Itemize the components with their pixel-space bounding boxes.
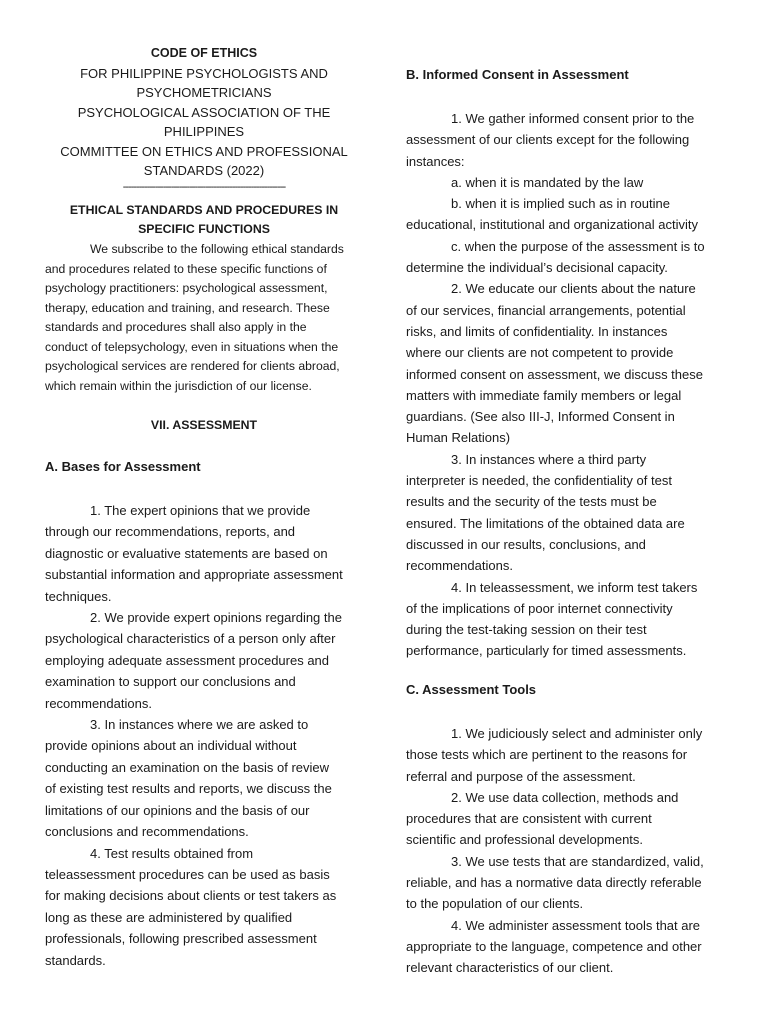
text-line: of the implications of poor internet connectivity [406, 600, 673, 616]
text-line: provide opinions about an individual without [45, 738, 297, 754]
text-line: recommendations. [45, 695, 152, 711]
text-line: appropriate to the language, competence and other [406, 938, 702, 954]
text-line: conclusions and recommendations. [45, 824, 249, 840]
text-line: interpreter is needed, the confidentiality of test [406, 473, 672, 489]
subtitle-line: COMMITTEE ON ETHICS AND PROFESSIONAL [60, 143, 348, 159]
text-line: scientific and professional developments. [406, 832, 644, 848]
text-line: 1. The expert opinions that we provide [90, 503, 311, 518]
text-line: psychological characteristics of a person only after [45, 631, 336, 647]
subtitle-line: PSYCHOLOGICAL ASSOCIATION OF THE [77, 104, 331, 120]
text-line: limitations of our opinions and the basis of our [45, 802, 310, 818]
text-line: professionals, following prescribed assessment [45, 931, 317, 947]
text-line: 1. We judiciously select and administer only [451, 726, 703, 741]
section-vii-heading: VII. ASSESSMENT [150, 418, 258, 432]
text-line: educational, institutional and organizational activity [406, 217, 698, 233]
text-line: matters with immediate family members or legal [406, 387, 682, 403]
text-line: psychology practitioners: psychological assessment, [45, 281, 328, 295]
text-line: examination to support our conclusions and [45, 674, 296, 690]
text-line: 2. We provide expert opinions regarding the [90, 610, 342, 626]
text-line: performance, particularly for timed assessments. [406, 643, 687, 659]
text-line: instances: [406, 153, 465, 169]
subtitle-line: PHILIPPINES [163, 124, 245, 140]
text-line: therapy, education and training, and research. These [45, 300, 330, 315]
text-line: reliable, and has a normative data directly referable [406, 875, 702, 891]
section-b-heading: B. Informed Consent in Assessment [406, 67, 629, 82]
section-c-body [406, 723, 724, 979]
text-line: conducting an examination on the basis of review [45, 759, 330, 775]
code-subtitle [45, 64, 363, 180]
text-line: relevant characteristics of our client. [406, 960, 614, 976]
text-line: employing adequate assessment procedures and [45, 652, 330, 668]
subtitle-line: STANDARDS (2022) [143, 163, 265, 179]
text-line: 3. We use tests that are standardized, valid, [451, 853, 704, 869]
title-line: SPECIFIC FUNCTIONS [138, 222, 270, 236]
text-line: 4. In teleassessment, we inform test takers [451, 579, 698, 595]
text-line: of our services, financial arrangements, potential [406, 302, 686, 318]
section-a-heading: A. Bases for Assessment [45, 459, 201, 474]
specific-functions-title [45, 201, 363, 239]
text-line: referral and purpose of the assessment. [406, 768, 636, 784]
section-c-heading: C. Assessment Tools [406, 682, 537, 697]
text-line: Human Relations) [406, 430, 511, 446]
text-line: and procedures related to these specific functions of [45, 261, 327, 276]
text-line: which remain within the jurisdiction of our license. [45, 378, 312, 393]
section-b-body [406, 108, 724, 662]
text-line: 2. We use data collection, methods and [451, 789, 679, 805]
text-line: diagnostic or evaluative statements are based on [45, 545, 328, 561]
text-line: for making decisions about clients or test takers as [45, 888, 337, 904]
text-line: of existing test results and reports, we discuss the [45, 781, 332, 797]
text-line: determine the individual’s decisional capacity. [406, 260, 668, 276]
text-line: ensured. The limitations of the obtained data are [406, 515, 685, 531]
text-line: results and the security of the tests must be [406, 494, 657, 510]
text-line: to the population of our clients. [406, 896, 584, 912]
text-line: psychological services are rendered for clients abroad, [45, 359, 340, 373]
text-line: during the test-taking session on their test [406, 622, 647, 638]
text-line: recommendations. [406, 558, 513, 574]
text-line: conduct of telepsychology, even in situations when the [45, 339, 339, 354]
text-line: assessment of our clients except for the following [406, 132, 690, 148]
text-line: standards. [45, 952, 106, 968]
text-line: procedures that are consistent with current [406, 811, 652, 827]
text-line: guardians. (See also III-J, Informed Consent in [406, 409, 675, 425]
text-line: 2. We educate our clients about the nature [451, 281, 696, 297]
text-line: c. when the purpose of the assessment is to [451, 238, 705, 254]
intro-paragraph [45, 240, 363, 396]
text-line: long as these are administered by qualified [45, 909, 293, 925]
text-line: 3. In instances where we are asked to [90, 717, 309, 733]
header-divider: ------------------------------------------------------------- [122, 181, 286, 193]
text-line: where our clients are not competent to provide [406, 345, 674, 361]
text-line: substantial information and appropriate assessment [45, 567, 343, 583]
text-line: 4. We administer assessment tools that are [451, 917, 701, 933]
subtitle-line: PSYCHOMETRICIANS [136, 85, 272, 101]
text-line: through our recommendations, reports, and [45, 524, 296, 540]
text-line: 3. In instances where a third party [451, 451, 647, 467]
section-a-body [45, 500, 363, 971]
text-line: b. when it is implied such as in routine [451, 196, 670, 212]
text-line: those tests which are pertinent to the reasons for [406, 747, 688, 763]
text-line: a. when it is mandated by the law [451, 174, 644, 190]
code-title: CODE OF ETHICS [150, 46, 258, 60]
text-line: informed consent on assessment, we discuss these [406, 366, 703, 382]
text-line: 4. Test results obtained from [90, 845, 254, 861]
text-line: 1. We gather informed consent prior to the [451, 111, 695, 126]
title-line: ETHICAL STANDARDS AND PROCEDURES IN [69, 203, 339, 217]
text-line: techniques. [45, 588, 112, 604]
text-line: We subscribe to the following ethical standards [90, 242, 344, 256]
subtitle-line: FOR PHILIPPINE PSYCHOLOGISTS AND [80, 66, 328, 81]
text-line: risks, and limits of confidentiality. In instances [406, 323, 668, 339]
text-line: teleassessment procedures can be used as basis [45, 866, 330, 882]
text-line: discussed in our results, conclusions, and [406, 536, 646, 552]
text-line: standards and procedures shall also apply in the [45, 320, 307, 334]
